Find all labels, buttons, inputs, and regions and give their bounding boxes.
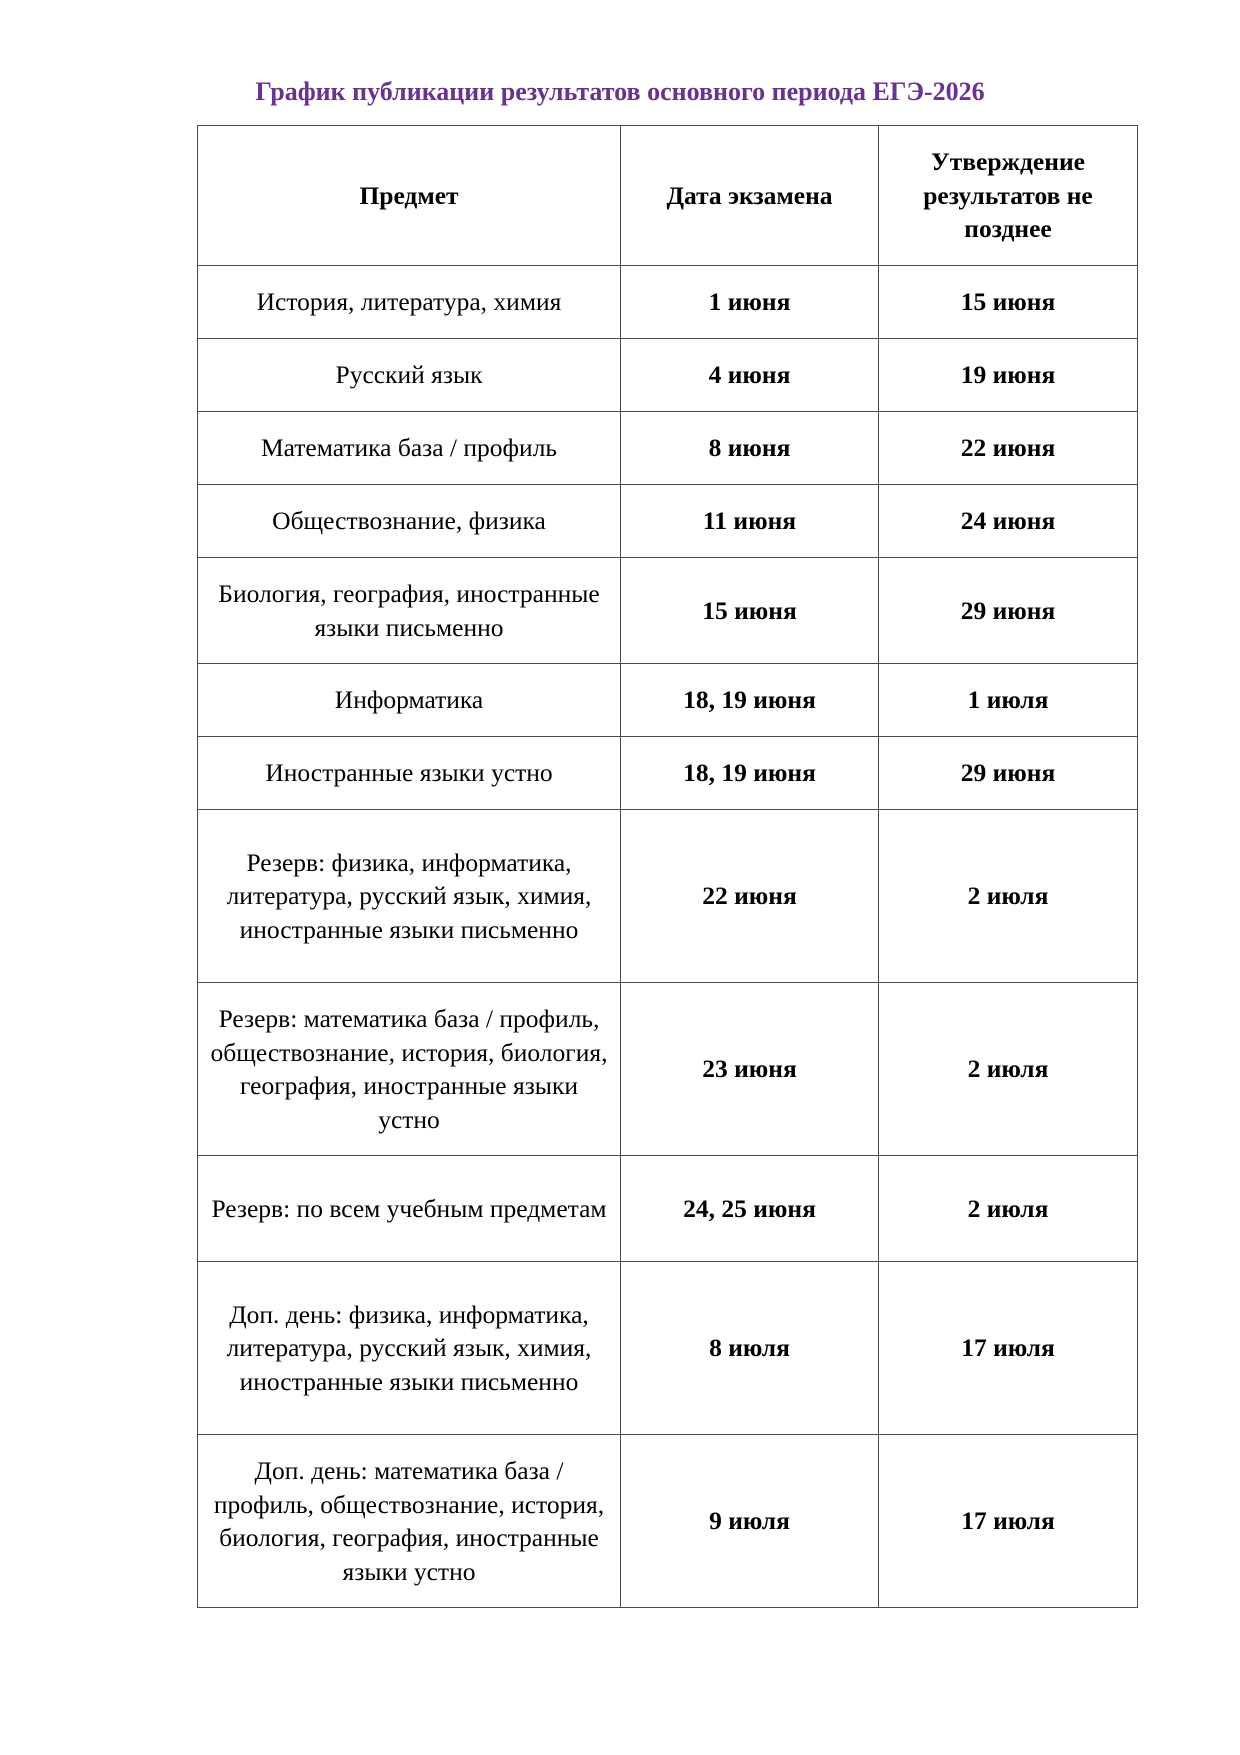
results-schedule-table: [197, 125, 1138, 1608]
subject-cell: Обществознание, физика: [198, 485, 621, 558]
table-row: [198, 664, 1138, 737]
subject-cell: Доп. день: математика база / профиль, обществознание, история, биология, география, иностранные языки устно: [198, 1435, 621, 1608]
exam-date-cell: 23 июня: [621, 983, 879, 1156]
deadline-cell: 19 июня: [879, 339, 1138, 412]
exam-date-cell: 8 июня: [621, 412, 879, 485]
exam-date-cell: 18, 19 июня: [621, 664, 879, 737]
exam-date-cell: 9 июля: [621, 1435, 879, 1608]
deadline-cell: 17 июля: [879, 1262, 1138, 1435]
table-row: [198, 737, 1138, 810]
deadline-cell: 29 июня: [879, 737, 1138, 810]
exam-date-cell: 18, 19 июня: [621, 737, 879, 810]
deadline-cell: 2 июля: [879, 983, 1138, 1156]
subject-cell: История, литература, химия: [198, 266, 621, 339]
deadline-cell: 29 июня: [879, 558, 1138, 664]
table-row: [198, 1156, 1138, 1262]
subject-cell: Математика база / профиль: [198, 412, 621, 485]
exam-date-cell: 1 июня: [621, 266, 879, 339]
subject-cell: Биология, география, иностранные языки письменно: [198, 558, 621, 664]
header-subject: Предмет: [198, 126, 621, 266]
exam-date-cell: 8 июля: [621, 1262, 879, 1435]
table-row: [198, 983, 1138, 1156]
subject-cell: Информатика: [198, 664, 621, 737]
table-row: [198, 558, 1138, 664]
table-row: [198, 339, 1138, 412]
deadline-cell: 22 июня: [879, 412, 1138, 485]
subject-cell: Резерв: физика, информатика, литература, русский язык, химия, иностранные языки письменно: [198, 810, 621, 983]
subject-cell: Резерв: по всем учебным предметам: [198, 1156, 621, 1262]
page-title: График публикации результатов основного периода ЕГЭ-2026: [255, 77, 985, 106]
exam-date-cell: 15 июня: [621, 558, 879, 664]
exam-date-cell: 11 июня: [621, 485, 879, 558]
deadline-cell: 1 июля: [879, 664, 1138, 737]
table-row: [198, 1262, 1138, 1435]
exam-date-cell: 24, 25 июня: [621, 1156, 879, 1262]
table-row: [198, 412, 1138, 485]
exam-date-cell: 22 июня: [621, 810, 879, 983]
subject-cell: Иностранные языки устно: [198, 737, 621, 810]
subject-cell: Русский язык: [198, 339, 621, 412]
table-row: [198, 810, 1138, 983]
deadline-cell: 2 июля: [879, 1156, 1138, 1262]
table-row: [198, 266, 1138, 339]
header-results-deadline: Утверждение результатов не позднее: [879, 126, 1138, 266]
table-row: [198, 1435, 1138, 1608]
subject-cell: Резерв: математика база / профиль, обществознание, история, биология, география, иностранные языки устно: [198, 983, 621, 1156]
exam-date-cell: 4 июня: [621, 339, 879, 412]
deadline-cell: 17 июля: [879, 1435, 1138, 1608]
deadline-cell: 2 июля: [879, 810, 1138, 983]
subject-cell: Доп. день: физика, информатика, литература, русский язык, химия, иностранные языки письменно: [198, 1262, 621, 1435]
deadline-cell: 15 июня: [879, 266, 1138, 339]
header-exam-date: Дата экзамена: [621, 126, 879, 266]
table-header-row: [198, 126, 1138, 266]
deadline-cell: 24 июня: [879, 485, 1138, 558]
table-row: [198, 485, 1138, 558]
